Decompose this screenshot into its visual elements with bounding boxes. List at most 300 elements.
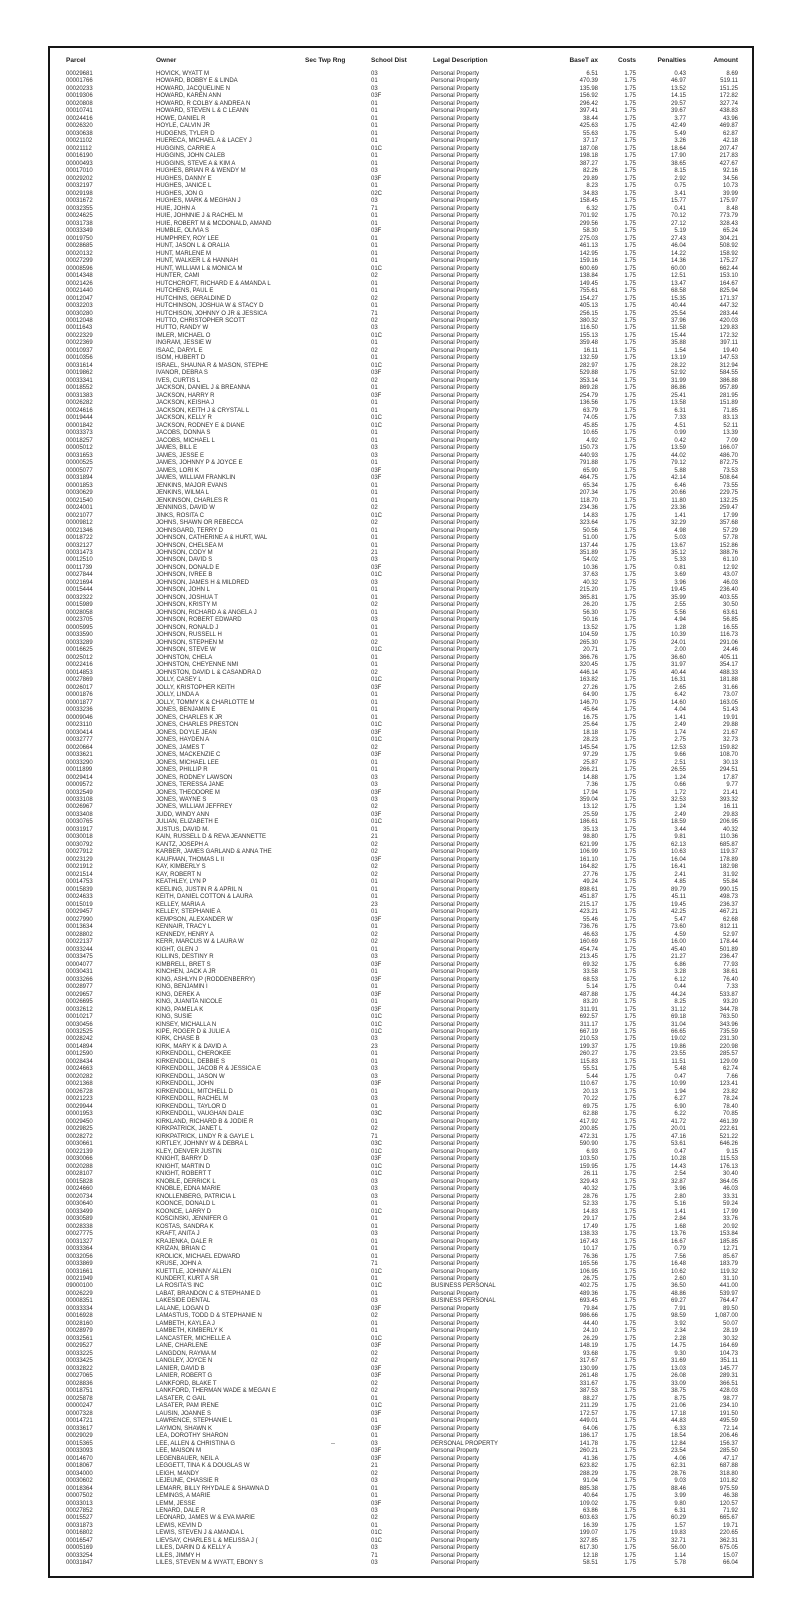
cell-parcel: 00029202	[66, 175, 93, 182]
cell-parcel: 00007502	[66, 1493, 93, 1500]
cell-base_tax: 41.36	[582, 1455, 598, 1462]
cell-parcel: 00016547	[66, 1537, 93, 1544]
cell-sec_twp_rng	[331, 1171, 371, 1178]
cell-costs: 1.75	[624, 1238, 636, 1245]
cell-sec_twp_rng	[331, 1096, 371, 1103]
cell-school_dist: 02	[371, 1126, 378, 1133]
cell-parcel: 00021346	[66, 527, 93, 534]
cell-school_dist: 03	[371, 198, 378, 205]
cell-legal: Personal Property	[431, 939, 480, 946]
cell-school_dist: 01C	[371, 677, 383, 684]
cell-parcel: 00013634	[66, 924, 93, 931]
table-row	[66, 1328, 738, 1335]
cell-base_tax: 155.13	[579, 332, 598, 339]
cell-amount: 30.50	[722, 602, 738, 609]
cell-owner: LANKFORD, THERMAN WADE & MEGAN E	[156, 1388, 277, 1395]
cell-base_tax: 116.50	[580, 325, 598, 332]
cell-school_dist: 03	[371, 782, 378, 789]
table-row	[66, 767, 738, 774]
cell-penalties: 4.98	[674, 527, 686, 534]
column-header-owner: Owner	[156, 57, 177, 64]
cell-costs: 1.75	[624, 796, 636, 803]
cell-costs: 1.75	[624, 1156, 636, 1163]
table-row	[66, 1254, 738, 1261]
table-row	[66, 1261, 738, 1268]
cell-parcel: 00033254	[66, 1552, 93, 1559]
cell-school_dist: 01C	[371, 265, 383, 272]
cell-penalties: 39.67	[670, 108, 686, 115]
cell-costs: 1.75	[624, 145, 636, 152]
cell-amount: 1,087.00	[714, 1313, 738, 1320]
table-row	[66, 775, 738, 782]
cell-amount: 354.17	[719, 662, 738, 669]
cell-base_tax: 489.36	[579, 1290, 598, 1297]
cell-amount: 178.44	[719, 939, 738, 946]
cell-penalties: 10.63	[670, 849, 686, 856]
cell-base_tax: 142.95	[579, 250, 598, 257]
cell-owner: JONES, THEODORE M	[156, 789, 220, 796]
cell-parcel: 00028107	[66, 1171, 93, 1178]
cell-penalties: 6.86	[674, 961, 686, 968]
cell-sec_twp_rng	[331, 296, 371, 303]
cell-owner: JOHNSGARD, TERRY D	[156, 527, 224, 534]
cell-base_tax: 288.29	[579, 1470, 598, 1477]
cell-costs: 1.75	[624, 946, 636, 953]
cell-penalties: 16.00	[670, 939, 686, 946]
cell-parcel: 00021368	[66, 1081, 93, 1088]
cell-sec_twp_rng	[331, 602, 371, 609]
cell-owner: LILES, JIMMY H	[156, 1552, 201, 1559]
cell-owner: KAIN, RUSSELL D & REVA JEANNETTE	[156, 834, 267, 841]
cell-school_dist: 01	[371, 1238, 378, 1245]
cell-amount: 119.37	[720, 849, 738, 856]
table-row	[66, 498, 738, 505]
cell-sec_twp_rng	[331, 1351, 371, 1358]
cell-school_dist: 02	[371, 1388, 378, 1395]
table-row	[66, 1164, 738, 1171]
cell-sec_twp_rng	[331, 640, 371, 647]
table-row	[66, 393, 738, 400]
cell-school_dist: 03	[371, 1036, 378, 1043]
table-row	[66, 819, 738, 826]
cell-amount: 469.87	[719, 123, 738, 130]
cell-amount: 38.61	[722, 969, 738, 976]
cell-legal: Personal Property	[431, 265, 480, 272]
cell-penalties: 13.19	[670, 355, 686, 362]
cell-base_tax: 33.58	[582, 969, 598, 976]
cell-base_tax: 317.67	[579, 1358, 598, 1365]
cell-costs: 1.75	[624, 123, 636, 130]
cell-amount: 73.53	[722, 467, 738, 474]
cell-owner: LAMBETH, KAYLEA J	[156, 1320, 215, 1327]
cell-costs: 1.75	[624, 460, 636, 467]
cell-parcel: 00031327	[66, 1238, 93, 1245]
cell-penalties: 13.03	[670, 1365, 686, 1372]
cell-legal: Personal Property	[431, 969, 480, 976]
cell-penalties: 44.02	[670, 452, 686, 459]
cell-penalties: 13.58	[670, 400, 686, 407]
cell-legal: Personal Property	[431, 1268, 480, 1275]
cell-owner: ISAAC, DARYL E	[156, 347, 203, 354]
table-row	[66, 453, 738, 460]
cell-owner: KNIGHT, MARTIN D	[156, 1163, 211, 1170]
cell-base_tax: 104.59	[579, 632, 598, 639]
cell-legal: Personal Property	[431, 430, 480, 437]
cell-costs: 1.75	[624, 467, 636, 474]
cell-sec_twp_rng	[331, 1134, 371, 1141]
cell-school_dist: 01	[371, 138, 378, 145]
cell-penalties: 13.59	[670, 445, 686, 452]
cell-amount: 33.76	[722, 1216, 738, 1223]
cell-school_dist: 01	[371, 527, 378, 534]
cell-penalties: 45.11	[671, 894, 686, 901]
cell-school_dist: 01	[371, 115, 378, 122]
cell-base_tax: 529.88	[579, 370, 598, 377]
cell-sec_twp_rng	[331, 984, 371, 991]
cell-base_tax: 299.56	[579, 220, 598, 227]
table-row	[66, 640, 738, 647]
cell-legal: Personal Property	[431, 796, 480, 803]
table-row	[66, 647, 738, 654]
cell-sec_twp_rng	[331, 1448, 371, 1455]
table-row	[66, 378, 738, 385]
cell-sec_twp_rng	[331, 221, 371, 228]
cell-sec_twp_rng	[331, 535, 371, 542]
cell-legal: Personal Property	[431, 1418, 480, 1425]
cell-sec_twp_rng	[331, 1179, 371, 1186]
cell-base_tax: 254.79	[579, 392, 598, 399]
cell-school_dist: 03F	[371, 1365, 382, 1372]
cell-legal: Personal Property	[431, 1261, 480, 1268]
cell-parcel: 00033373	[66, 430, 93, 437]
table-header-row	[66, 56, 738, 66]
cell-amount: 85.67	[722, 1253, 738, 1260]
table-row	[66, 887, 738, 894]
cell-costs: 1.75	[624, 130, 636, 137]
cell-penalties: 1.94	[674, 1088, 686, 1095]
cell-parcel: 00028058	[66, 609, 93, 616]
cell-owner: LANCASTER, MICHELLE A	[156, 1335, 231, 1342]
table-row	[66, 1104, 738, 1111]
cell-owner: JOHNS, SHAWN OR REBECCA	[156, 520, 244, 527]
cell-parcel: 00030414	[66, 729, 93, 736]
cell-school_dist: 01	[371, 355, 378, 362]
table-row	[66, 198, 738, 205]
cell-legal: Personal Property	[431, 332, 480, 339]
cell-parcel: 00019862	[66, 370, 93, 377]
cell-legal: Personal Property	[431, 258, 480, 265]
cell-amount: 57.78	[722, 535, 738, 542]
cell-parcel: 00016625	[66, 647, 93, 654]
cell-sec_twp_rng	[331, 1463, 371, 1470]
cell-school_dist: 21	[371, 834, 378, 841]
cell-costs: 1.75	[624, 639, 636, 646]
cell-costs: 1.75	[624, 1500, 636, 1507]
cell-school_dist: 01	[371, 235, 378, 242]
cell-owner: HUNT, MARLENE M	[156, 250, 212, 257]
cell-legal: Personal Property	[431, 1395, 480, 1402]
cell-school_dist: 02	[371, 849, 378, 856]
cell-base_tax: 163.82	[579, 677, 598, 684]
cell-amount: 158.92	[719, 250, 738, 257]
cell-parcel: 00030792	[66, 841, 93, 848]
cell-legal: Personal Property	[431, 879, 480, 886]
cell-sec_twp_rng	[331, 168, 371, 175]
cell-owner: IVES, CURTIS L	[156, 377, 201, 384]
cell-legal: Personal Property	[431, 205, 480, 212]
cell-sec_twp_rng	[331, 228, 371, 235]
cell-penalties: 1.24	[674, 804, 686, 811]
cell-costs: 1.75	[624, 999, 636, 1006]
cell-legal: Personal Property	[431, 1358, 480, 1365]
cell-parcel: 00005012	[66, 445, 93, 452]
cell-base_tax: 37.17	[582, 138, 598, 145]
cell-owner: KNIGHT, ROBERT T	[156, 1171, 212, 1178]
cell-penalties: 14.36	[670, 258, 686, 265]
cell-amount: 21.67	[722, 729, 738, 736]
cell-amount: 39.99	[722, 190, 738, 197]
cell-costs: 1.75	[624, 1425, 636, 1432]
cell-legal: Personal Property	[431, 535, 480, 542]
cell-owner: JENKINSON, CHARLES R	[156, 497, 229, 504]
cell-penalties: 31.99	[670, 377, 686, 384]
cell-parcel: 00033290	[66, 759, 93, 766]
cell-penalties: 6.27	[674, 1096, 686, 1103]
cell-costs: 1.75	[624, 1485, 636, 1492]
cell-amount: 234.10	[719, 1403, 738, 1410]
cell-legal: Personal Property	[431, 1231, 480, 1238]
cell-base_tax: 17.49	[582, 1223, 598, 1230]
cell-school_dist: 03	[371, 1193, 378, 1200]
cell-costs: 1.75	[624, 1522, 636, 1529]
cell-base_tax: 159.16	[579, 258, 598, 265]
cell-parcel: 00033093	[66, 1448, 93, 1455]
cell-amount: 178.89	[719, 856, 738, 863]
cell-owner: HOWARD, STEVEN L & C LEANN	[156, 108, 249, 115]
cell-sec_twp_rng	[331, 1216, 371, 1223]
cell-base_tax: 266.21	[579, 767, 598, 774]
cell-base_tax: 132.59	[579, 355, 598, 362]
cell-school_dist: 03	[371, 1298, 378, 1305]
cell-school_dist: 01	[371, 999, 378, 1006]
cell-parcel: 00005077	[66, 467, 93, 474]
table-row	[66, 1059, 738, 1066]
cell-amount: 428.03	[719, 1388, 738, 1395]
cell-legal: Personal Property	[431, 1522, 480, 1529]
cell-school_dist: 01	[371, 886, 378, 893]
cell-amount: 175.97	[719, 198, 738, 205]
table-row	[66, 123, 738, 130]
cell-penalties: 68.58	[670, 288, 686, 295]
cell-school_dist: 01	[371, 587, 378, 594]
cell-sec_twp_rng	[331, 857, 371, 864]
cell-sec_twp_rng	[331, 849, 371, 856]
cell-amount: 175.27	[719, 258, 738, 265]
cell-costs: 1.75	[624, 1380, 636, 1387]
cell-sec_twp_rng	[331, 715, 371, 722]
cell-sec_twp_rng	[331, 1358, 371, 1365]
cell-parcel: 00021077	[66, 512, 93, 519]
cell-parcel: 00020808	[66, 100, 93, 107]
cell-sec_twp_rng	[331, 797, 371, 804]
cell-penalties: 16.67	[670, 1238, 686, 1245]
table-row	[66, 857, 738, 864]
cell-parcel: 00033108	[66, 796, 93, 803]
cell-school_dist: 01C	[371, 1163, 383, 1170]
cell-penalties: 1.54	[674, 347, 686, 354]
cell-parcel: 00032822	[66, 1365, 93, 1372]
cell-penalties: 44.24	[670, 991, 686, 998]
cell-penalties: 19.86	[670, 1043, 686, 1050]
cell-costs: 1.75	[624, 475, 636, 482]
cell-base_tax: 26.11	[583, 1171, 598, 1178]
cell-base_tax: 986.66	[579, 1313, 598, 1320]
cell-owner: JULIAN, ELIZABETH E	[156, 819, 219, 826]
cell-school_dist: 01	[371, 213, 378, 220]
cell-amount: 685.87	[719, 841, 738, 848]
cell-parcel: 00007328	[66, 1410, 93, 1417]
cell-sec_twp_rng	[331, 370, 371, 377]
cell-base_tax: 74.05	[582, 415, 598, 422]
cell-costs: 1.75	[624, 662, 636, 669]
cell-base_tax: 320.45	[579, 662, 598, 669]
cell-legal: Personal Property	[431, 684, 480, 691]
table-row	[66, 580, 738, 587]
cell-sec_twp_rng	[331, 1051, 371, 1058]
cell-parcel: 00032561	[66, 1335, 93, 1342]
table-row	[66, 333, 738, 340]
table-row	[66, 1007, 738, 1014]
cell-penalties: 23.55	[670, 1051, 686, 1058]
cell-parcel: 00010741	[66, 108, 93, 115]
cell-parcel: 00030431	[66, 969, 93, 976]
cell-owner: LANIER, ROBERT G	[156, 1373, 213, 1380]
cell-amount: 30.32	[722, 1335, 738, 1342]
cell-legal: Personal Property	[431, 115, 480, 122]
cell-sec_twp_rng	[331, 1396, 371, 1403]
cell-sec_twp_rng	[331, 303, 371, 310]
cell-amount: 16.11	[723, 804, 738, 811]
cell-sec_twp_rng	[331, 977, 371, 984]
cell-owner: KIRKPATRICK, JANET L	[156, 1126, 223, 1133]
cell-costs: 1.75	[624, 744, 636, 751]
cell-legal: Personal Property	[431, 198, 480, 205]
cell-owner: HUTCHENS, PAUL E	[156, 288, 214, 295]
cell-amount: 393.32	[719, 796, 738, 803]
cell-amount: 72.14	[722, 1425, 738, 1432]
cell-school_dist: 01C	[371, 1014, 383, 1021]
cell-penalties: 9.80	[674, 1500, 686, 1507]
cell-base_tax: 667.19	[579, 1029, 598, 1035]
cell-costs: 1.75	[624, 71, 636, 77]
cell-school_dist: 03F	[371, 789, 382, 796]
cell-base_tax: 16.75	[582, 714, 598, 721]
cell-owner: JONES, DOYLE JEAN	[156, 729, 217, 736]
cell-penalties: 2.60	[674, 1275, 686, 1282]
cell-parcel: 00031847	[66, 1560, 93, 1567]
cell-amount: 405.11	[720, 654, 738, 661]
cell-penalties: 41.72	[670, 1118, 686, 1125]
cell-owner: JAMES, JESSE E	[156, 452, 205, 459]
cell-amount: 83.13	[722, 415, 738, 422]
cell-owner: JOLLY, LINDA A	[156, 692, 200, 699]
cell-base_tax: 110.67	[580, 1081, 598, 1088]
table-row	[66, 1074, 738, 1081]
cell-costs: 1.75	[624, 969, 636, 976]
cell-costs: 1.75	[624, 392, 636, 399]
cell-base_tax: 55.51	[582, 1066, 598, 1073]
cell-parcel: 00030640	[66, 1201, 93, 1208]
cell-costs: 1.75	[624, 834, 636, 841]
cell-legal: Personal Property	[431, 340, 480, 347]
cell-base_tax: 50.16	[582, 617, 598, 624]
cell-penalties: 6.22	[674, 1111, 686, 1118]
cell-costs: 1.75	[624, 317, 636, 324]
cell-parcel: 00018751	[66, 1388, 93, 1395]
table-row	[66, 355, 738, 362]
cell-school_dist: 03F	[371, 856, 382, 863]
cell-legal: Personal Property	[431, 190, 480, 197]
cell-penalties: 23.54	[670, 1448, 686, 1455]
cell-penalties: 62.31	[670, 1463, 686, 1470]
table-row	[66, 939, 738, 946]
cell-penalties: 3.99	[674, 1493, 686, 1500]
table-row	[66, 984, 738, 991]
cell-costs: 1.75	[624, 482, 636, 489]
cell-amount: 283.44	[719, 310, 738, 317]
cell-sec_twp_rng	[331, 1141, 371, 1148]
cell-base_tax: 282.97	[579, 362, 598, 369]
cell-school_dist: 03	[371, 452, 378, 459]
cell-costs: 1.75	[624, 984, 636, 991]
cell-legal: Personal Property	[431, 1216, 480, 1223]
cell-school_dist: 01	[371, 1216, 378, 1223]
cell-parcel: 00011899	[66, 767, 93, 774]
cell-parcel: 00033621	[66, 752, 93, 759]
cell-school_dist: 01	[371, 1493, 378, 1500]
table-row	[66, 1411, 738, 1418]
cell-parcel: 00001842	[66, 422, 93, 429]
table-row	[66, 1201, 738, 1208]
cell-school_dist: 02	[371, 931, 378, 938]
cell-amount: 533.87	[719, 991, 738, 998]
cell-owner: HUGHES, DANNY E	[156, 175, 212, 182]
cell-parcel: 00025012	[66, 654, 93, 661]
cell-school_dist: 03	[371, 557, 378, 564]
cell-sec_twp_rng	[331, 1545, 371, 1552]
cell-parcel: 00033364	[66, 1246, 93, 1253]
table-row	[66, 490, 738, 497]
cell-owner: KIRKENDOLL, CHEROKEE	[156, 1051, 232, 1058]
cell-base_tax: 158.45	[579, 198, 598, 205]
cell-parcel: 00028434	[66, 1058, 93, 1065]
cell-amount: 17.87	[722, 774, 738, 781]
cell-penalties: 42.49	[670, 123, 686, 130]
cell-penalties: 5.16	[674, 1201, 686, 1208]
cell-school_dist: 03	[371, 445, 378, 452]
table-row	[66, 93, 738, 100]
cell-legal: Personal Property	[431, 1552, 480, 1559]
cell-school_dist: 01	[371, 632, 378, 639]
cell-costs: 1.75	[624, 624, 636, 631]
cell-base_tax: 172.57	[579, 1410, 598, 1417]
cell-costs: 1.75	[624, 879, 636, 886]
cell-base_tax: 38.44	[582, 115, 598, 122]
cell-amount: 10.73	[722, 183, 738, 190]
cell-legal: Personal Property	[431, 317, 480, 324]
cell-amount: 207.47	[719, 145, 738, 152]
cell-legal: Personal Property	[431, 961, 480, 968]
